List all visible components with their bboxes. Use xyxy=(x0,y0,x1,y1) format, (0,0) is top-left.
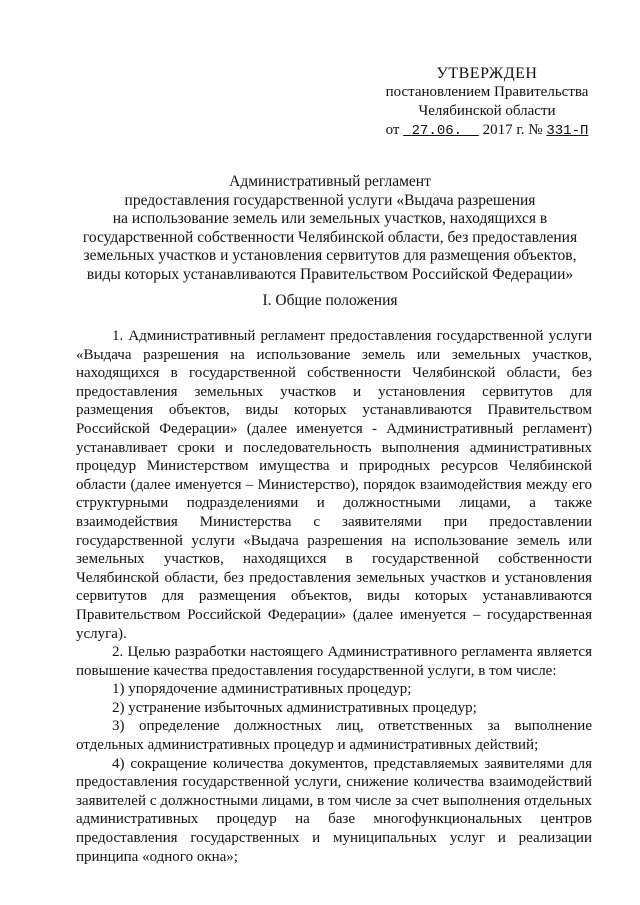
list-item-3: 3) определение должностных лиц, ответственных за выполнение отдельных административных процедур и административных действий; xyxy=(76,718,592,754)
approval-date: 27.06. xyxy=(411,123,463,139)
title-line-3: на использование земель или земельных участков, находящихся в xyxy=(112,210,548,227)
title-line-1: Административный регламент xyxy=(229,173,431,190)
approval-line-2: Челябинской области xyxy=(418,103,556,119)
approval-heading: УТВЕРЖДЕН xyxy=(436,65,538,82)
approval-block xyxy=(372,64,602,141)
document-title xyxy=(60,173,600,284)
title-line-4: государственной собственности Челябинской области, без предоставления xyxy=(82,228,578,246)
date-prefix: от xyxy=(385,122,400,138)
list-item-2: 2) устранение избыточных административных процедур; xyxy=(112,699,477,716)
title-line-2: предоставления государственной услуги «Выдача разрешения xyxy=(124,191,536,209)
approval-number: 331-П xyxy=(546,123,589,139)
document-body xyxy=(76,327,592,866)
approval-date-line xyxy=(372,121,602,141)
section-heading: I. Общие положения xyxy=(262,292,398,309)
paragraph-2: 2. Целью разработки настоящего Административного регламента является повышение качества предоставления государственной услуги, в том числе: xyxy=(76,644,592,679)
approval-line-1: постановлением Правительства xyxy=(385,84,589,100)
approval-year: 2017 г. № xyxy=(482,122,543,138)
paragraph-1: 1. Административный регламент предоставления государственной услуги «Выдача разрешения на использование земель или земельных участков, находящихся в государственной собственности Челябинской области, без предоставления земельных участков и установления сервитутов для размещения объектов, виды которых устанавливаются Правительством Российской Федерации» (далее именуется - Административный регламент) устанавливает сроки и последовательность выполнения административных процедур Министерством имущества и природных ресурсов Челябинской области (далее именуется – Министерство), порядок взаимодействия между его структурными подразделениями и должностными лицами, а также взаимодействия Министерства с заявителями при предоставлении государственной услуги «Выдача разрешения на использование земель или земельных участков, находящихся в государственной собственности Челябинской области, без предоставления земельных участков и установления сервитутов для размещения объектов, виды которых устанавливаются Правительством Российской Федерации» (далее именуется – государственная услуга). xyxy=(76,328,592,642)
list-item-4: 4) сокращение количества документов, представляемых заявителями для предоставления государственной услуги, снижение количества взаимодействий заявителей с должностными лицами, в том числе за счет выполнения отдельных административных процедур на базе многофункциональных центров предоставления государственных и муниципальных услуг и реализации принципа «одного окна»; xyxy=(76,755,592,865)
title-line-5: земельных участков и установления сервитутов для размещения объектов, xyxy=(83,247,577,264)
list-item-1: 1) упорядочение административных процедур; xyxy=(112,681,412,698)
title-line-6: виды которых устанавливаются Правительством Российской Федерации» xyxy=(86,265,574,283)
